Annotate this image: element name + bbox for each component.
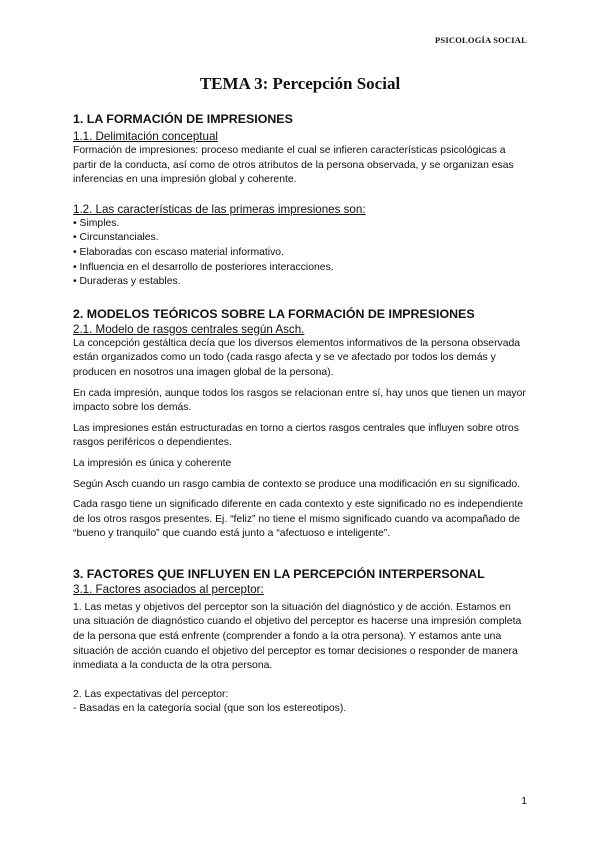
impressions-characteristics-list [73, 217, 527, 290]
list-item: • Simples. [73, 217, 120, 229]
list-item: • Circunstanciales. [73, 232, 159, 244]
subsection-1-1-heading: 1.1. Delimitación conceptual [73, 130, 219, 143]
document-body [73, 111, 527, 717]
section-3-heading: 3. FACTORES QUE INFLUYEN EN LA PERCEPCIÓN INTERPERSONAL [73, 566, 485, 581]
paragraph: En cada impresión, aunque todos los rasgos se relacionan entre sí, hay unos que tienen un mayor impacto sobre los demás. [73, 387, 526, 414]
subsection-1-2-heading: 1.2. Las características de las primeras impresiones son: [73, 202, 366, 216]
paragraph: La concepción gestáltica decía que los diversos elementos informativos de la persona observada están organizados como un todo (cada rasgo afecta y se ve afectado por todos los demás y producen en nosotros una imagen global de la persona). [73, 337, 521, 378]
paragraph: 1. Las metas y objetivos del perceptor son la situación del diagnóstico y de acción. Estamos en una situación de diagnóstico cuando el objetivo del perceptor es hacerse una impresión completa de la persona que está enfrente (comprender a fondo a la otra persona). Y estamos ante una situación de acción cuando el objetivo del perceptor es tomar decisiones o responder de manera inmediata a la conducta de la otra persona. [73, 601, 522, 672]
paragraph: - Basadas en la categoría social (que son los estereotipos). [73, 703, 347, 715]
subsection-1-1-text: Formación de impresiones: proceso mediante el cual se infieren características psicológicas a partir de la conducta, así como de otros atributos de la persona observada, y se organizan esas inferencias en una impresión global y coherente. [73, 145, 514, 186]
paragraph: Según Asch cuando un rasgo cambia de contexto se produce una modificación en su significado. [73, 478, 521, 490]
list-item: • Influencia en el desarrollo de posteriores interacciones. [73, 261, 334, 273]
paragraph: 2. Las expectativas del perceptor: [73, 688, 229, 700]
subsection-3-1-heading: 3.1. Factores asociados al perceptor: [73, 582, 264, 596]
subsection-2-1-heading: 2.1. Modelo de rasgos centrales según Asch. [73, 322, 305, 336]
section-1-heading: 1. LA FORMACIÓN DE IMPRESIONES [73, 112, 293, 126]
page-number: 1 [521, 796, 527, 807]
running-header: PSICOLOGÍA SOCIAL [435, 35, 527, 45]
paragraph: Cada rasgo tiene un significado diferente en cada contexto y este significado no es independiente de los otros rasgos presentes. Ej. “feliz” no tiene el mismo significado cuando va acompañado de “bueno y tranquilo” que cuando está junto a “afectuoso e inteligente”. [73, 499, 523, 540]
paragraph: Las impresiones están estructuradas en torno a ciertos rasgos centrales que influyen sobre otros rasgos periféricos o dependientes. [73, 422, 519, 449]
document-title: TEMA 3: Percepción Social [199, 74, 401, 93]
paragraph: La impresión es única y coherente [73, 457, 232, 469]
section-2-heading: 2. MODELOS TEÓRICOS SOBRE LA FORMACIÓN DE IMPRESIONES [73, 306, 475, 321]
list-item: • Duraderas y estables. [73, 276, 181, 288]
list-item: • Elaboradas con escaso material informativo. [73, 246, 284, 258]
